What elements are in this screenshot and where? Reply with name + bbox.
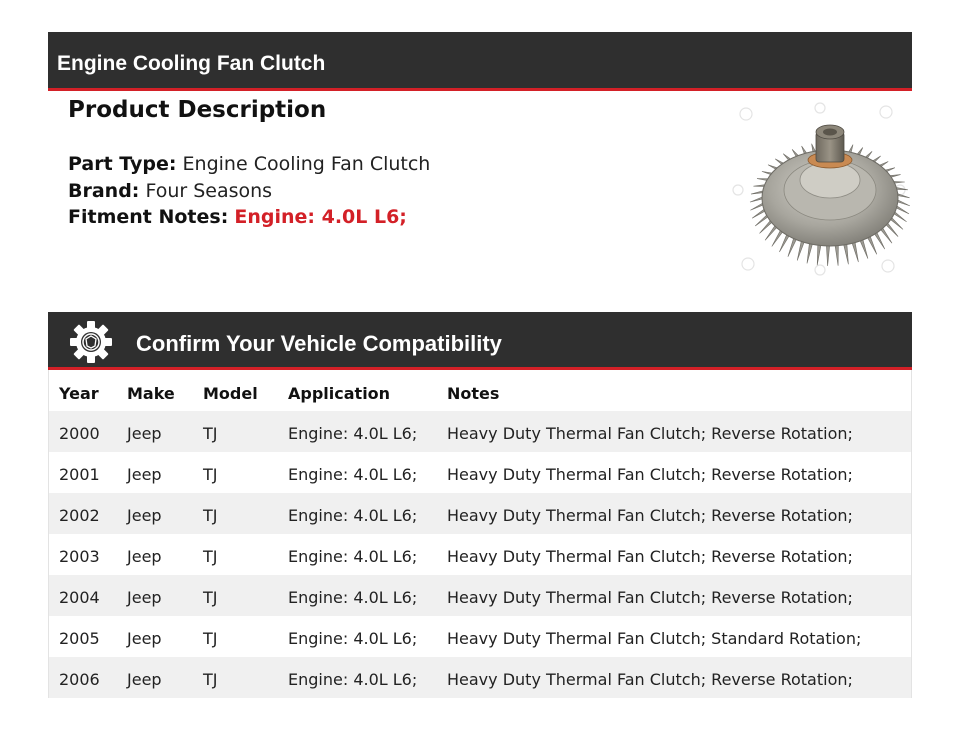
description-details [68,151,430,231]
cell-make: Jeep [127,588,162,607]
table-row [49,493,911,534]
description-heading: Product Description [68,97,327,123]
fitment-value: Engine: 4.0L L6; [234,206,407,228]
cell-model: TJ [203,588,218,607]
cell-year: 2001 [59,465,100,484]
cell-model: TJ [203,670,218,689]
cell-make: Jeep [127,424,162,443]
cell-year: 2004 [59,588,100,607]
cell-application: Engine: 4.0L L6; [288,506,418,525]
cell-year: 2000 [59,424,100,443]
cell-application: Engine: 4.0L L6; [288,588,418,607]
product-title: Engine Cooling Fan Clutch [57,52,326,75]
cell-application: Engine: 4.0L L6; [288,670,418,689]
cell-model: TJ [203,465,218,484]
table-row [49,411,911,452]
column-header-year: Year [59,384,99,403]
cell-notes: Heavy Duty Thermal Fan Clutch; Reverse Rotation; [447,506,853,525]
part-type-line [68,151,430,178]
column-header-make: Make [127,384,175,403]
compatibility-table [48,370,912,698]
cell-application: Engine: 4.0L L6; [288,629,418,648]
cell-year: 2006 [59,670,100,689]
cell-notes: Heavy Duty Thermal Fan Clutch; Reverse Rotation; [447,547,853,566]
cell-year: 2003 [59,547,100,566]
table-row [49,616,911,657]
gear-icon [69,320,113,364]
cell-make: Jeep [127,506,162,525]
cell-year: 2002 [59,506,100,525]
column-header-model: Model [203,384,258,403]
cell-notes: Heavy Duty Thermal Fan Clutch; Reverse Rotation; [447,424,853,443]
compatibility-title: Confirm Your Vehicle Compatibility [136,331,502,356]
cell-make: Jeep [127,547,162,566]
cell-model: TJ [203,506,218,525]
brand-label: Brand: [68,179,140,202]
table-row [49,452,911,493]
column-header-notes: Notes [447,384,500,403]
cell-model: TJ [203,424,218,443]
cell-make: Jeep [127,465,162,484]
column-header-application: Application [288,384,391,403]
cell-model: TJ [203,547,218,566]
brand-value: Four Seasons [145,179,273,202]
cell-application: Engine: 4.0L L6; [288,547,418,566]
cell-application: Engine: 4.0L L6; [288,424,418,443]
cell-notes: Heavy Duty Thermal Fan Clutch; Reverse Rotation; [447,670,853,689]
table-row [49,575,911,616]
cell-application: Engine: 4.0L L6; [288,465,418,484]
table-row [49,657,911,698]
fitment-line [68,204,430,231]
compatibility-header-bar [48,312,912,370]
part-type-label: Part Type: [68,153,177,175]
table-row [49,534,911,575]
cell-notes: Heavy Duty Thermal Fan Clutch; Standard Rotation; [447,629,862,648]
part-type-value: Engine Cooling Fan Clutch [182,153,431,175]
brand-line [68,178,430,205]
fan-clutch-product-image [728,98,910,278]
cell-model: TJ [203,629,218,648]
fitment-label: Fitment Notes: [68,206,229,228]
cell-notes: Heavy Duty Thermal Fan Clutch; Reverse Rotation; [447,588,853,607]
cell-notes: Heavy Duty Thermal Fan Clutch; Reverse Rotation; [447,465,853,484]
cell-year: 2005 [59,629,100,648]
cell-make: Jeep [127,629,162,648]
product-title-bar [48,32,912,91]
table-header-row [49,370,911,411]
cell-make: Jeep [127,670,162,689]
